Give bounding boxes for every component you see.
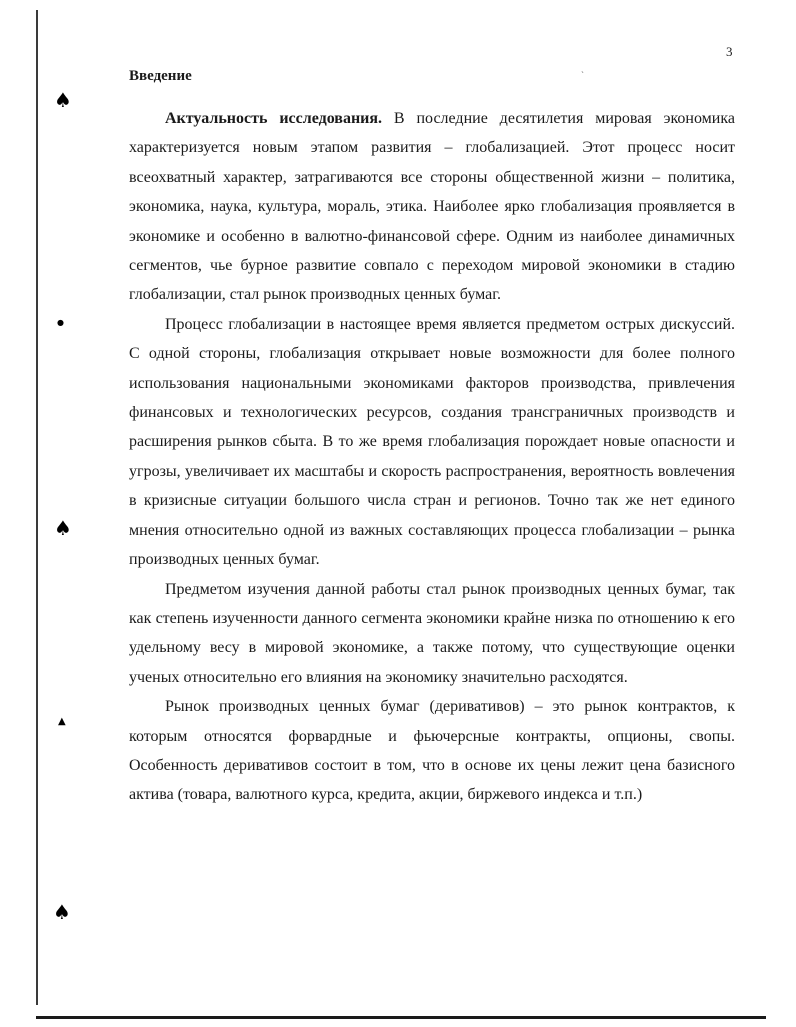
page-number: 3 <box>726 44 733 59</box>
paragraph-lead: Актуальность исследования. <box>165 110 383 127</box>
scan-artifact-dot: ● <box>57 318 64 327</box>
paragraph-subject: Предметом изучения данной работы стал рынок производных ценных бумаг, так как степень изученности данного сегмента экономики крайне низка по отношению к его удельному весу в мировой экономике, а также потому, что существующие оценки ученых относительно его влияния на экономику значительно расходятся. <box>129 580 735 686</box>
scan-artifact-spot: ♠ <box>54 516 72 540</box>
scan-artifact-dot: ▲ <box>58 716 66 727</box>
left-margin-line <box>36 10 38 1005</box>
paragraph-text: В последние десятилетия мировая экономика характеризуется новым этапом развития – глобализацией. Этот процесс носит всеохватный характер, затрагиваются все стороны общественной жизни – политика, экономика, наука, культура, мораль, этика. Наиболее ярко глобализация проявляется в экономике и особенно в валютно-финансовой сфере. Одним из наиболее динамичных сегментов, чье бурное развитие совпало с переходом мировой экономики в стадию глобализации, стал рынок производных ценных бумаг. <box>129 110 736 304</box>
paragraph-globalization: Процесс глобализации в настоящее время является предметом острых дискуссий. С одной стороны, глобализация открывает новые возможности для более полного использования национальными экономиками факторов производства, привлечения финансовых и технологических ресурсов, создания трансграничных производств и расширения рынков сбыта. В то же время глобализация порождает новые опасности и угрозы, увеличивает их масштабы и скорость распространения, вероятность вовлечения в кризисные ситуации большого числа стран и регионов. Точно так же нет единого мнения относительно одной из важных составляющих процесса глобализации – рынка производных ценных бумаг. <box>129 315 735 569</box>
scan-artifact-spot: ♠ <box>53 900 71 924</box>
bottom-margin-line <box>36 1016 766 1019</box>
document-body <box>129 104 735 810</box>
section-heading: Введение <box>129 68 192 84</box>
scan-artifact-tick: ` <box>581 70 584 80</box>
paragraph-derivatives: Рынок производных ценных бумаг (деривативов) – это рынок контрактов, к которым относятся форвардные и фьючерсные контракты, опционы, свопы. Особенность деривативов состоит в том, что в основе их цены лежит цена базисного актива (товара, валютного курса, кредита, акции, биржевого индекса и т.п.) <box>129 698 735 804</box>
paragraph-relevance <box>129 104 735 310</box>
scan-artifact-spot: ♠ <box>54 88 72 112</box>
